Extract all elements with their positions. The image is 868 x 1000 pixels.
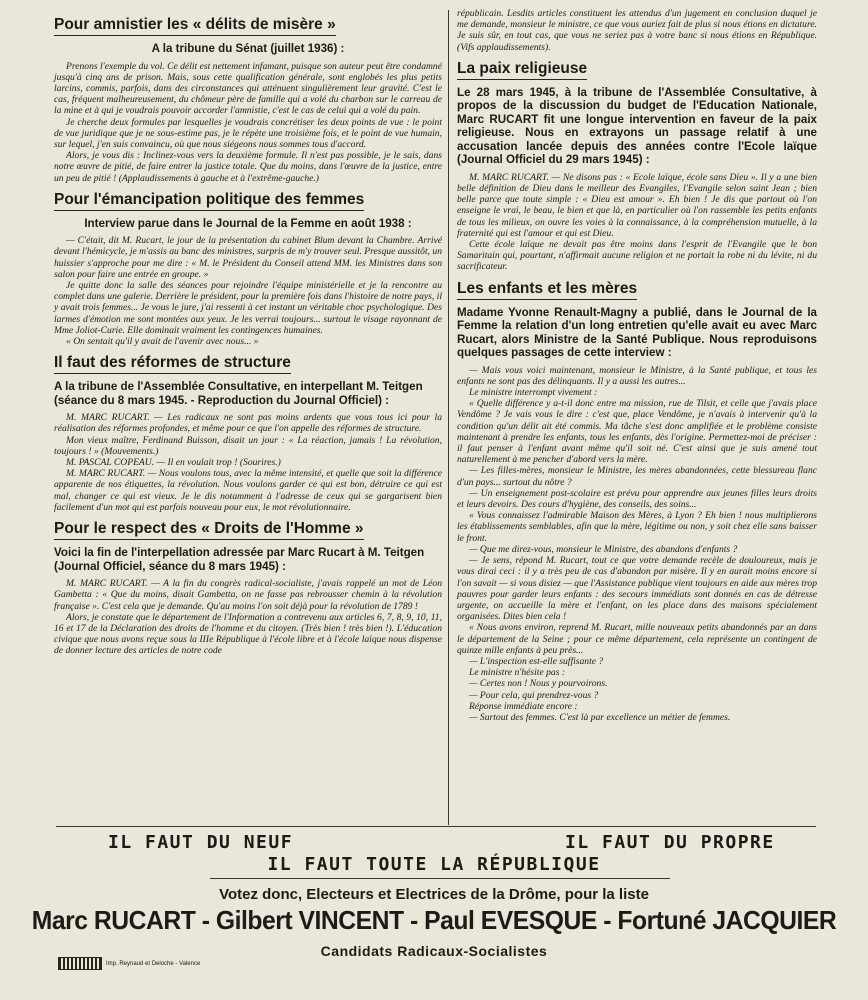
paragraph: Je quitte donc la salle des séances pour rejoindre l'équipe ministérielle et je la rencontre au complet dans une galerie. Derrière le président, pour la première fois dans l'histoire de notre pays, il y avait trois femmes... Je vous le jure, j'ai ressenti à cet instant un véritable choc psychologique. Des larmes d'émotion me sont montées aux yeux. Je les verrai toujours... surtout le visage rayonnant de Mme Joliot-Curie. Elle dominait vraiment les contingences humaines. <box>54 280 442 336</box>
section-subtitle: A la tribune de l'Assemblée Consultative, en interpellant M. Teitgen (séance du 8 mars 1945. - Reproduction du Journal Officiel) : <box>54 380 423 407</box>
section-body <box>54 412 442 513</box>
section-subtitle: Madame Yvonne Renault-Magny a publié, dans le Journal de la Femme la relation d'un long entretien qu'elle avait eu avec Marc Rucart, alors Ministre de la Santé Publique. Nous reproduisons quelques passages de cette interview : <box>457 305 817 360</box>
section-title: Pour le respect des « Droits de l'Homme » <box>54 520 364 540</box>
vote-call: Votez donc, Electeurs et Electrices de la Drôme, pour la liste <box>219 886 649 903</box>
paragraph: Je cherche deux formules par lesquelles je voudrais concrétiser les deux points de vue : le point de vue juridique que je ne sous-estime pas, je le répète une troisième fois, et le point de vue humain, sur lequel, j'en suis convaincu, où que nous siégeons nous sommes tous d'accord. <box>54 116 442 150</box>
paragraph: — Je sens, répond M. Rucart, tout ce que votre demande recèle de douloureux, mais je vous dirai ceci : il y a très peu de cas d'abandon par misère. Il y en aurait moins encore si l'on savait — si vous disiez — que l'Assistance publique vient toujours en aide aux mères trop pauvres pour garder leurs enfants : des secours immédiats sont donnés en cas de détresse urgente, on accueille la mère et l'enfant, on les place dans des maisons spécialement organisées. Dites bien cela ! <box>457 555 817 623</box>
paragraph: Alors, je constate que le département de l'Information a contrevenu aux articles 6, 7, 8, 9, 10, 11, 16 et 17 de la Déclaration des droits de l'homme et du citoyen. (Très bien ! très bien !). L'éducation civique que nous avons reçue sous la IIIe République à l'école libre et à l'école laïque nous dispense de donner lecture des articles de notre code <box>54 611 442 657</box>
section-amnesty <box>54 16 442 184</box>
paragraph: — Mais vous voici maintenant, monsieur le Ministre, à la Santé publique, et tous les enfants ne sont pas des délinquants. Il y a aussi les autres... <box>457 364 817 387</box>
paragraph: « On sentait qu'il y avait de l'avenir avec nous... » <box>66 336 259 348</box>
paragraph: Réponse immédiate encore : <box>469 700 578 712</box>
section-religious-peace <box>457 60 817 273</box>
slogan-clean: IL FAUT DU PROPRE <box>565 832 775 853</box>
section-title: Il faut des réformes de structure <box>54 354 291 374</box>
section-women <box>54 191 442 348</box>
paragraph: — Certes non ! Nous y pourvoirons. <box>469 678 608 690</box>
paragraph: Alors, je vous dis : Inclinez-vous vers la deuxième formule. Il n'est pas possible, je le sais, dans notre œuvre de pitié, de faire entrer la justice totale. Que du moins, dans l'œuvre de la justice, entre un peu de pitié ! (Applaudissements à gauche et à l'extrême-gauche.) <box>54 150 442 184</box>
section-title: Pour l'émancipation politique des femmes <box>54 191 364 211</box>
section-reforms <box>54 354 442 513</box>
section-body <box>457 172 817 273</box>
paragraph: M. MARC RUCART. — Nous voulons tous, avec la même intensité, et quelle que soit la différence apparente de nos étiquettes, la révolution. Nous voulons garder ce qui est bon, détruire ce qui est mal, changer ce qui est vieux. Je le dis notamment à l'adresse de ceux qui se gargarisent bien facilement d'un mot qui est parfois nouveau pour eux, le mot révolutionnaire. <box>54 468 442 513</box>
slogan-republic: IL FAUT TOUTE LA RÉPUBLIQUE <box>267 854 601 875</box>
section-title: Les enfants et les mères <box>457 280 637 300</box>
section-subtitle: Voici la fin de l'interpellation adressée par Marc Rucart à M. Teitgen (Journal Officiel, séance du 8 mars 1945) : <box>54 546 425 573</box>
candidates-label: Candidats Radicaux-Socialistes <box>320 943 548 959</box>
paragraph: M. MARC RUCART. — Les radicaux ne sont pas moins ardents que vous tous ici pour la réalisation des réformes profondes, et même pour ce que l'on appelle des réformes de structure. <box>54 412 442 435</box>
printer-text: Imp. Reynaud et Deloche - Valence <box>106 960 201 967</box>
section-title: Pour amnistier les « délits de misère » <box>54 16 336 36</box>
paragraph: — Surtout des femmes. C'est là par excellence un métier de femmes. <box>469 711 731 723</box>
paragraph: — Que me direz-vous, monsieur le Ministre, des abandons d'enfants ? <box>469 543 738 555</box>
paragraph: « Nous avons environ, reprend M. Rucart, mille nouveaux petits abandonnés par an dans le département de la Seine ; pour ce même département, cela représente un contingent de quinze mille enfants à peu près... <box>457 622 817 656</box>
section-subtitle: Le 28 mars 1945, à la tribune de l'Assemblée Consultative, à propos de la discussion du budget de l'Education Nationale, Marc RUCART fit une longue intervention en faveur de la paix religieuse. Nous en extrayons un passage relatif à une accusation lancée depuis des années contre l'Ecole laïque (Journal Officiel du 29 mars 1945) : <box>457 85 817 167</box>
section-subtitle: Interview parue dans le Journal de la Femme en août 1938 : <box>84 216 412 230</box>
paragraph: — C'était, dit M. Rucart, le jour de la présentation du cabinet Blum devant la Chambre. Arrivé devant l'hémicycle, je m'assis au banc des ministres, surpris de m'y trouver seul. Presque aussitôt, un huissier s'approche pour me dire : « M. le Président du Conseil attend MM. les Ministres dans son salon pour faire une entrée en groupe. » <box>54 235 442 280</box>
paragraph: M. PASCAL COPEAU. — Il en voulait trop ! (Sourires.) <box>66 457 281 469</box>
paragraph: Le ministre n'hésite pas : <box>469 667 566 679</box>
printer-logo-icon <box>58 957 102 970</box>
section-subtitle: A la tribune du Sénat (juillet 1936) : <box>151 42 345 55</box>
paragraph: « Quelle différence y a-t-il donc entre ma mission, rue de Tilsit, et celle que j'avais place Vendôme ? Je vais vous le dire : c'est que, place Vendôme, je n'avais à intervenir qu'à la condition qu'un délit ait été commis. Ma tâche s'est donc amplifiée et le problème consiste maintenant à prendre les enfants, tous les enfants, dès l'origine. Permettez-moi de préciser : il faut penser à l'enfant avant même qu'il soit né. C'est ainsi que je suis amené tout naturellement à me pencher d'abord vers la mère. <box>457 398 817 466</box>
left-column <box>54 16 442 664</box>
paragraph: Le ministre interrompt vivement : <box>469 387 598 399</box>
footer <box>0 826 868 1000</box>
slogan-new: IL FAUT DU NEUF <box>108 832 294 853</box>
section-body <box>54 235 442 347</box>
paragraph: Mon vieux maître, Ferdinand Buisson, disait un jour : « La réaction, jamais ! La révolution, toujours ! » (Mouvements.) <box>54 434 442 457</box>
paragraph: M. MARC RUCART. — A la fin du congrès radical-socialiste, j'avais rappelé un mot de Léon Gambetta : « Que du moins, disait Gambetta, on ne fasse pas rebrousser chemin à la révolution française ». C'est cela que je demande. Qu'au moins l'on soit déjà pour la révolution de 1789 ! <box>54 578 442 612</box>
section-title: La paix religieuse <box>457 60 587 80</box>
paragraph: — Les filles-mères, monsieur le Ministre, les mères abandonnées, cette blessureau flanc d'un pays... surtout du nôtre ? <box>457 465 817 488</box>
candidate-names: Marc RUCART - Gilbert VINCENT - Paul EVESQUE - Fortuné JACQUIER <box>31 905 837 935</box>
paragraph: Cette école laïque ne devait pas être moins dans l'esprit de l'Evangile que le bon Samaritain qui, pourtant, n'affirmait aucune religion et ne portait la robe ni du lévite, ni du sacrificateur. <box>457 239 817 273</box>
column-divider <box>448 10 449 825</box>
printer-credit <box>58 957 200 970</box>
paragraph: M. MARC RUCART. — Ne disons pas : « Ecole laïque, école sans Dieu ». Il y a une bien belle définition de Dieu dans le meilleur des Evangiles, l'Evangile selon saint Jean ; bien belle parce que toute simple : « Dieu est amour ». Eh bien ! Je dis que partout où l'on enseigne le vrai, le beau, le bien et que là, en particulier où l'on rassemble les petits enfants de tous les milieux, on ouvre les voies à la connaissance, à la compréhension mutuelle, à la fraternité qui est l'amour et qui est Dieu. <box>457 171 817 239</box>
right-column <box>457 8 817 730</box>
footer-rule <box>56 826 816 827</box>
paragraph: — Pour cela, qui prendrez-vous ? <box>469 689 599 701</box>
section-human-rights <box>54 520 442 656</box>
slogan-underline <box>210 878 670 879</box>
section-body <box>457 365 817 724</box>
section-body <box>54 578 442 656</box>
paragraph: Prenons l'exemple du vol. Ce délit est nettement infamant, puisque son auteur peut être condamné jusqu'à cinq ans de prison. Mais, sous cette qualification générale, sont englobés les plus petits larcins, commis, parfois, dans des circonstances qui atténuent singulièrement leur gravité. C'est le cas, fréquent malheureusement, du chômeur père de famille qui a volé du charbon sur le carreau de la mine et à qui je voudrais pouvoir accorder l'amnistie, c'est le cas de celui qui a volé du pain. <box>54 60 442 117</box>
paragraph: républicain. Lesdits articles constituent les attendus d'un jugement en conclusion duquel je me demande, monsieur le ministre, ce que vous auriez fait de plus si nous étions en dictature. Je suis sûr, en tout cas, que vous ne seriez pas à votre banc si nous étions en République. (Vifs applaudissements). <box>457 8 817 53</box>
paragraph: — Un enseignement post-scolaire est prévu pour apprendre aux jeunes filles leurs droits et leurs devoirs. Des cours d'hygiène, des conseils, des soins... <box>457 487 817 511</box>
section-children-mothers <box>457 280 817 724</box>
paragraph: « Vous connaissez l'admirable Maison des Mères, à Lyon ? Eh bien ! nous multiplierons les établissements semblables, afin que la mère, légitime ou non, y soit chez elle sans baisser le front. <box>457 510 817 544</box>
continued-text <box>457 8 817 53</box>
section-body <box>54 61 442 184</box>
paragraph: — L'inspection est-elle suffisante ? <box>469 655 604 667</box>
